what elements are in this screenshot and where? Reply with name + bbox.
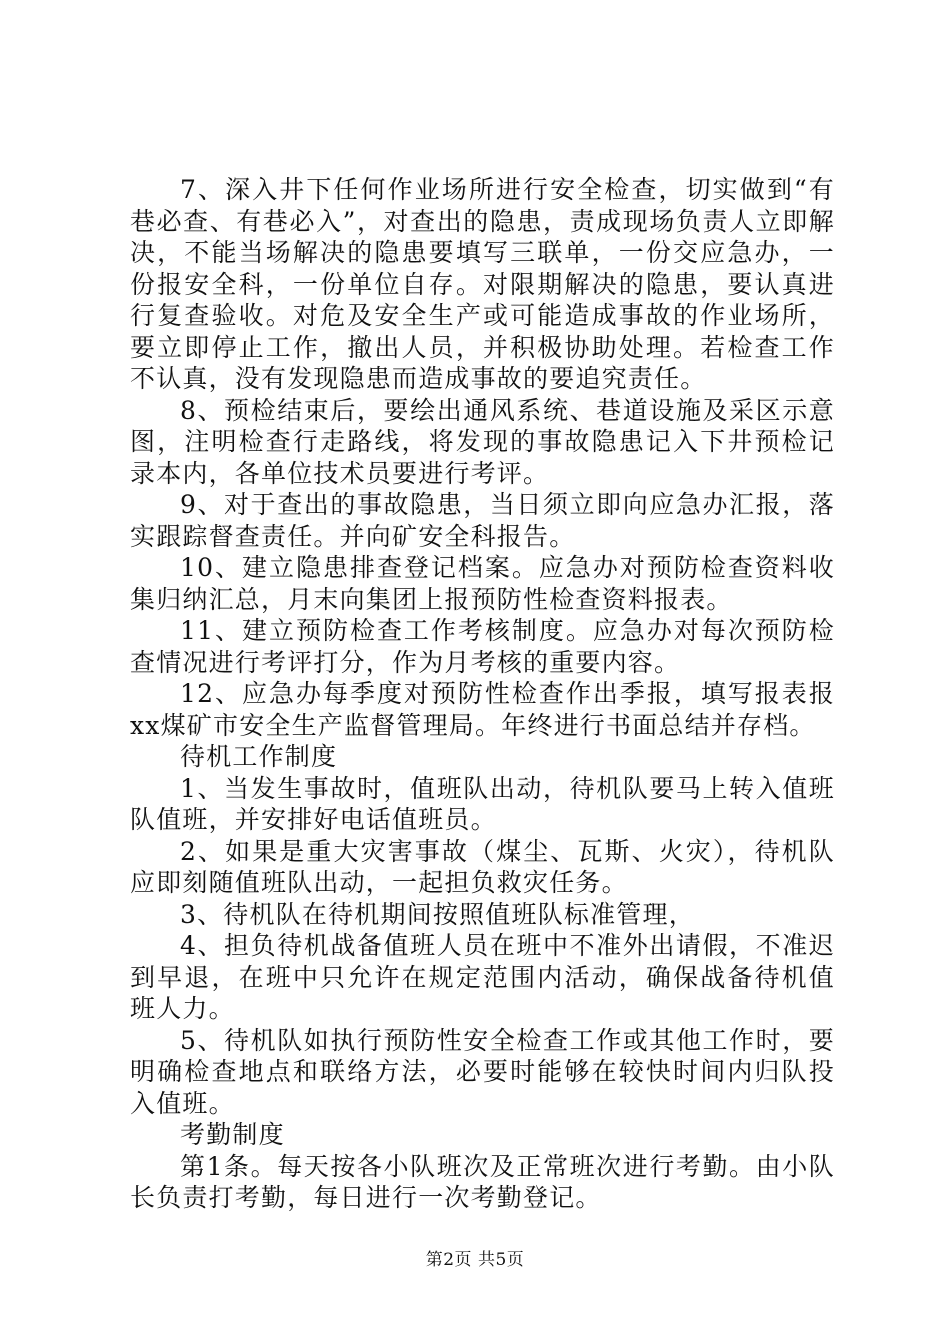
standby-item-2: 2、如果是重大灾害事故（煤尘、瓦斯、火灾），待机队应即刻随值班队出动，一起担负救灾任务。: [130, 836, 835, 897]
paragraph-item-9: 9、对于查出的事故隐患，当日须立即向应急办汇报，落实跟踪督查责任。并向矿安全科报告。: [130, 490, 835, 551]
paragraph-item-8: 8、预检结束后，要绘出通风系统、巷道设施及采区示意图，注明检查行走路线，将发现的事故隐患记入下井预检记录本内，各单位技术员要进行考评。: [130, 395, 835, 488]
standby-item-1: 1、当发生事故时，值班队出动，待机队要马上转入值班队值班，并安排好电话值班员。: [130, 773, 835, 834]
standby-item-4: 4、担负待机战备值班人员在班中不准外出请假，不准迟到早退，在班中只允许在规定范围内活动，确保战备待机值班人力。: [130, 931, 835, 1023]
section-title-standby: 待机工作制度: [180, 742, 338, 771]
section-title-attendance: 考勤制度: [180, 1120, 285, 1149]
standby-item-5: 5、待机队如执行预防性安全检查工作或其他工作时，要明确检查地点和联络方法，必要时能够在较快时间内归队投入值班。: [130, 1025, 835, 1118]
paragraph-item-7: 7、深入井下任何作业场所进行安全检查，切实做到“有巷必查、有巷必入”，对查出的隐患，责成现场负责人立即解决，不能当场解决的隐患要填写三联单，一份交应急办，一份报安全科，一份单位自存。对限期解决的隐患，要认真进行复查验收。对危及安全生产或可能造成事故的作业场所，要立即停止工作，撤出人员，并积极协助处理。若检查工作不认真，没有发现隐患而造成事故的要追究责任。: [130, 175, 835, 393]
paragraph-item-12: 12、应急办每季度对预防性检查作出季报，填写报表报xx煤矿市安全生产监督管理局。年终进行书面总结并存档。: [130, 679, 835, 740]
paragraph-item-10: 10、建立隐患排查登记档案。应急办对预防检查资料收集归纳汇总，月末向集团上报预防性检查资料报表。: [130, 553, 835, 614]
paragraph-item-11: 11、建立预防检查工作考核制度。应急办对每次预防检查情况进行考评打分，作为月考核的重要内容。: [130, 616, 835, 677]
attendance-item-1: 第1条。每天按各小队班次及正常班次进行考勤。由小队长负责打考勤，每日进行一次考勤登记。: [130, 1151, 835, 1212]
page-number-footer: 第2页 共5页: [425, 1250, 525, 1270]
standby-item-3: 3、待机队在待机期间按照值班队标准管理，: [180, 899, 695, 929]
document-body: [130, 174, 835, 1214]
